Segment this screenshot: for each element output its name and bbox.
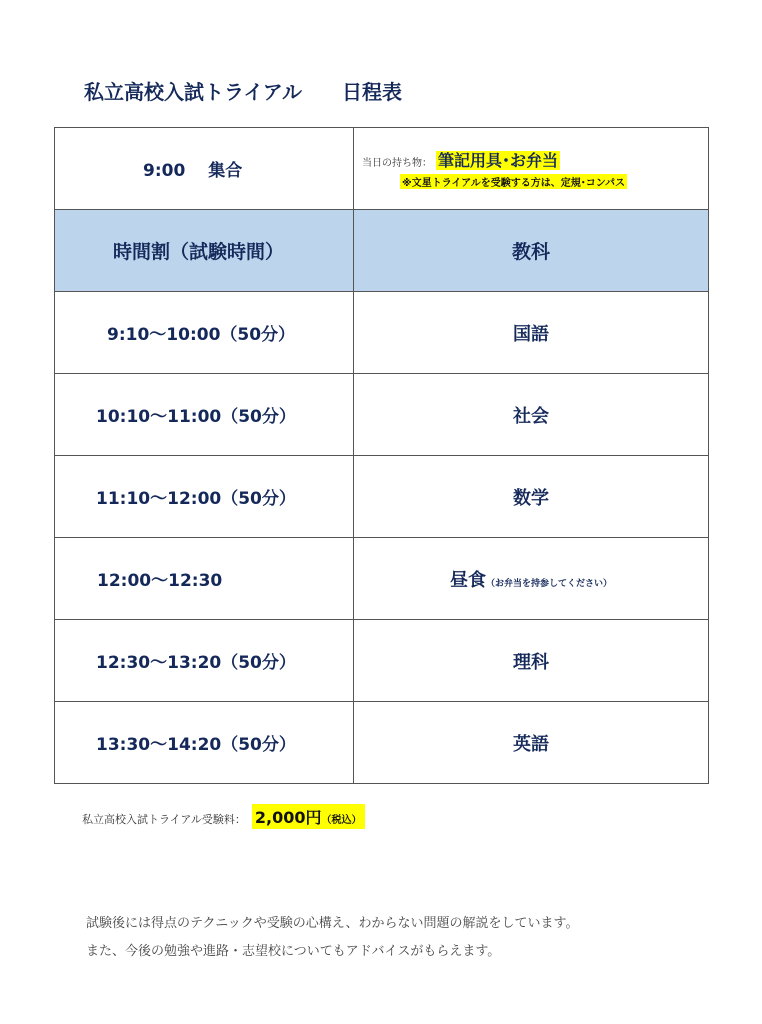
schedule-table: [54, 127, 709, 784]
fee-amount: 2,000円: [254, 808, 322, 827]
gathering-time-cell: [55, 128, 354, 210]
bring-label: 当日の持ち物：: [362, 157, 432, 169]
row-time: 10:10～11:00（50分）: [96, 407, 296, 427]
note-line: また、今後の勉強や進路・志望校についてもアドバイスがもらえます。: [86, 944, 501, 959]
title-sub: 日程表: [342, 80, 402, 104]
row-subject: 国語: [513, 323, 549, 345]
title-main: 私立高校入試トライアル: [84, 80, 302, 104]
table-row: [55, 538, 709, 620]
row-subject: 理科: [513, 651, 549, 673]
fee-label: 私立高校入試トライアル受験料：: [82, 813, 246, 826]
bring-note: ※文星トライアルを受験する方は、定規･コンパス: [400, 174, 627, 189]
bring-cell: [354, 128, 709, 210]
fee-amount-highlight: [252, 804, 365, 829]
fee-tax: （税込）: [321, 815, 362, 826]
row-subject: 昼食: [449, 569, 486, 591]
gathering-time: 9:00 集合: [143, 161, 243, 181]
header-subject: 教科: [511, 241, 550, 263]
row-subject-note: （お弁当を持参してください）: [485, 578, 612, 589]
gathering-row: [55, 128, 709, 210]
row-subject: 英語: [513, 733, 549, 755]
row-subject: 社会: [513, 405, 549, 427]
row-subject-lunch: [354, 566, 708, 592]
header-subject-cell: [354, 210, 709, 292]
row-subject: 数学: [513, 487, 549, 509]
row-time: 12:30～13:20（50分）: [96, 653, 296, 673]
row-time: 11:10～12:00（50分）: [96, 489, 296, 509]
header-time-cell: [55, 210, 354, 292]
exam-fee: [82, 804, 365, 829]
table-row: [55, 702, 709, 784]
header-time: 時間割（試験時間）: [113, 241, 285, 263]
row-time: 13:30～14:20（50分）: [96, 735, 296, 755]
note-line: 試験後には得点のテクニックや受験の心構え、わからない問題の解説をしています。: [86, 916, 579, 931]
table-row: [55, 374, 709, 456]
table-row: [55, 292, 709, 374]
row-time: 9:10～10:00（50分）: [107, 325, 296, 345]
table-row: [55, 456, 709, 538]
notes-block: [86, 910, 578, 966]
bring-items: 筆記用具･お弁当: [438, 150, 559, 170]
table-header-row: [55, 210, 709, 292]
row-time: 12:00～12:30: [97, 571, 223, 591]
page-title: [84, 76, 402, 105]
table-row: [55, 620, 709, 702]
